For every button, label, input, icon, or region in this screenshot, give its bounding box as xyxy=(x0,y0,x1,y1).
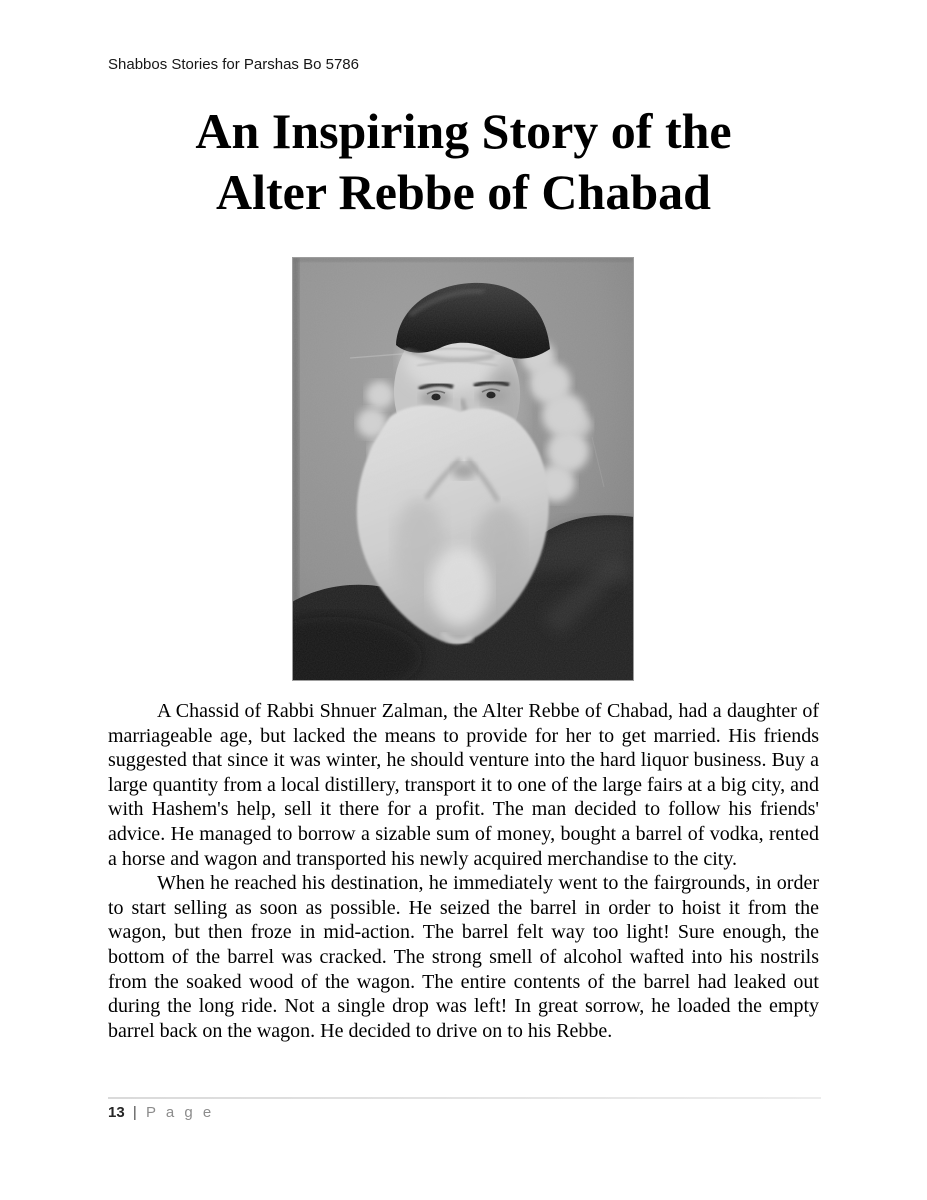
story-body xyxy=(108,699,819,1043)
story-paragraph: When he reached his destination, he immediately went to the fairgrounds, in order to start selling as soon as possible. He seized the barrel in order to hoist it from the wagon, but then froze in mid-action. The barrel felt way too light! Sure enough, the bottom of the barrel was cracked. The strong smell of alcohol wafted into his nostrils from the soaked wood of the wagon. The entire contents of the barrel had leaked out during the long ride. Not a single drop was left! In great sorrow, he loaded the empty barrel back on the wagon. He decided to drive on to his Rebbe. xyxy=(108,872,819,1042)
page-footer xyxy=(108,1104,214,1121)
page-title xyxy=(0,101,927,223)
footer-page-label: P a g e xyxy=(145,1104,215,1121)
footer-divider xyxy=(108,1097,821,1099)
grain-overlay xyxy=(292,257,634,681)
footer-separator: | xyxy=(132,1104,137,1121)
page-title-line1: An Inspiring Story of the xyxy=(195,103,732,159)
portrait-illustration xyxy=(292,257,634,681)
page-title-line2: Alter Rebbe of Chabad xyxy=(216,164,711,220)
story-paragraph: A Chassid of Rabbi Shnuer Zalman, the Alter Rebbe of Chabad, had a daughter of marriageable age, but lacked the means to provide for her to get married. His friends suggested that since it was winter, he should venture into the hard liquor business. Buy a large quantity from a local distillery, transport it to one of the large fairs at a big city, and with Hashem's help, sell it there for a profit. The man decided to follow his friends' advice. He managed to borrow a sizable sum of money, bought a barrel of vodka, rented a horse and wagon and transported his newly acquired merchandise to the city. xyxy=(108,700,819,870)
alter-rebbe-portrait xyxy=(292,257,634,681)
page-number: 13 xyxy=(108,1104,125,1121)
document-header: Shabbos Stories for Parshas Bo 5786 xyxy=(108,56,359,73)
